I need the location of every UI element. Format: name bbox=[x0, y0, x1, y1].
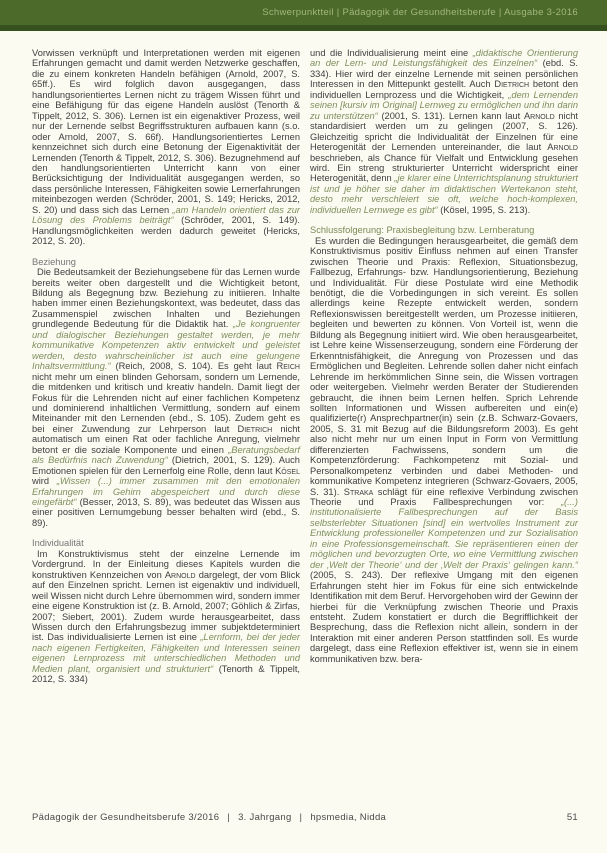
body-text: (Tenorth & Tippelt, 2012, S. 334) bbox=[32, 663, 301, 685]
page-footer bbox=[32, 812, 578, 823]
body-text: (Kösel, 1995, S. 213). bbox=[437, 204, 531, 215]
body-text: (2001, S. 131). Lernen kann laut bbox=[377, 110, 524, 121]
section-heading: Individualität bbox=[32, 538, 84, 549]
body-text: betont den individuellen Lernprozess und die Wichtigkeit, bbox=[310, 79, 579, 100]
body-text: dargelegt, der vom Blick auf den Einzelnen spricht. Lernen ist eigenaktiv und individuell, weil Wissen nicht durch Lehre übernommen wird, sondern immer eine eigene Konstruktion ist (z. B. Arnold, 2007; Göhlich & Zirfas, 2007; Siebert, 2001). Zudem wurde herausgearbeitet, dass Wissen durch den Erfahrungsbezug immer subjektdeterminiert ist. Das individualisierte Lernen ist eine bbox=[32, 569, 300, 643]
footer-separator: | bbox=[227, 812, 231, 823]
quoted-text: „Beratungsbedarf als Bedürfnis nach Zuwendung“ bbox=[32, 444, 300, 466]
quoted-text: „Wissen (...) immer zusammen mit den emotionalen Erfahrungen im Gehirn abgespeichert und durch diese eingefärbt“ bbox=[32, 476, 300, 508]
body-text: (2005, S. 243). Der reflexive Umgang mit den eigenen Erfahrungen steht hier im Fokus für eine sich entwickelnde Identifikation mit dem Beruf. Hervorgehoben wird der Gewinn der hierbei für die Verknüpfung zwischen Theorie und Praxis entsteht. Zudem konstatiert er durch die Begrifflichkeit der Besprechung, dass die Reflexion nicht allein, sondern in der Interaktion mit einer anderen Person stattfinden soll. Es wurde dargelegt, dass eine Reflexion effektiver ist, wenn sie in einem kommunikativen bzw. bera- bbox=[310, 570, 578, 664]
footer-separator: | bbox=[299, 812, 303, 823]
page-header-bar bbox=[0, 0, 607, 31]
footer-text: hpsmedia, Nidda bbox=[310, 812, 387, 823]
quoted-text: „(...) institutionalisierte Fallbesprechungen auf der Basis selbsterlebter Situationen [sind] ein wertvolles Instrument zur Entwicklung professioneller Kompetenzen und zur Sozialisation in eine Professionsgemeinschaft. Sie repräsentieren einen der möglichen und bevorzugten Orte, wo eine Vermittlung zwischen der ‚Welt der Theorie‘ und der ‚Welt der Praxis‘ gelingen kann.“ bbox=[310, 497, 578, 570]
quoted-text: „je klarer eine Unterrichtsplanung strukturiert ist und je höher sie daher im didaktischen Wertekanon steht, desto mehr verschleiert sie oft, welche hoch-komplexen, individuellen Lernwege es gibt“ bbox=[310, 173, 578, 215]
body-paragraph bbox=[32, 549, 300, 685]
footer-info bbox=[32, 812, 386, 823]
body-text: Es wurden die Bedingungen herausgearbeitet, die gemäß dem Konstruktivismus positiv Einfluss nehmen auf einen Transfer zwischen Theorie und Praxis: Reflexion, Situationsbezug, Fallbezug, Erfahrungs- bzw. Handlungsorientierung, Beziehung und Individualität. Für diese Postulate wird eine Methodik benötigt, die die Vorbedingungen in sich vereint. Es sollen allerdings keine Rezepte entwickelt werden, sondern Reflexionswissen bereitgestellt werden, um Prozesse initiieren, begleiten und bewerten zu können. Von Vorteil ist, wenn die Bildung als Begegnung initiiert wird. Wie oben herausgearbeitet, ist Lehre keine Wissenserzeugung, sondern eine Förderung der Erkenntnisfähigkeit, die Anregung von Prozessen und das Ermöglichen und Begleiten. Lehrende sollen daher nicht einfach Lehrende im herkömmlichen Sinne sein, die Wissen vortragen oder weitergeben. Vielmehr werden Berater der Studierenden gebraucht, die ihnen beim Lernen helfen. Sprich Lehrende sollten Informationen und Wissen aufbereiten und ein(e) qualifizierte(r) Ansprechpartner(in) sein (z.B. Schwarz-Govaers, 2005, S. 31 mit Bezug auf die Bildungsreform 2003). Es geht also nicht mehr nur um einen Input in Form von Vermittlung differenzierten Fachwissens, sondern um die Kompetenzförderung: Fachkompetenz mit Sozial- und Personalkompetenz verbinden und dabei Methoden- und kommunikative Kompetenz integrieren (Schwarz-Govaers, 2005, S. 31). bbox=[310, 235, 578, 497]
section-heading: Schlussfolgerung: Praxisbegleitung bzw. Lernberatung bbox=[310, 225, 535, 236]
body-text: und die Individualisierung meint eine bbox=[310, 48, 473, 58]
body-text: (Schröder, 2001, S. 149). Handlungsmöglichkeiten werden dadurch geweitet (Hericks, 2012, S. 20). bbox=[32, 215, 300, 247]
left-column bbox=[32, 48, 300, 685]
author-name: Kösel bbox=[275, 465, 300, 476]
body-text: schlägt für eine reflexive Verbindung zwischen Theorie und Praxis Fallbesprechungen vor: bbox=[310, 486, 578, 508]
section-heading: Beziehung bbox=[32, 256, 76, 267]
author-name: Straka bbox=[343, 486, 374, 497]
author-name: Reich bbox=[276, 361, 300, 372]
quoted-text: „Je kongruenter und dialogischer Beziehungen gestaltet werden, je mehr kommunikative Kompetenzen aktiv entwickelt und geleistet werden, desto wahrscheinlicher ist auch eine gelungene Inhaltsvermittlung.“ bbox=[32, 319, 300, 372]
body-text: (Dietrich, 2001, S. 129). Auch Emotionen spielen für den Lernerfolg eine Rolle, denn laut bbox=[32, 455, 300, 476]
body-text: Vorwissen verknüpft und Interpretationen werden mit eigenen Erfahrungen gemacht und damit werden Netzwerke geschaffen, die zu einem konkreten Handeln befähigen (Arnold, 2007, S. 65ff.). Es wird folglich davon ausgegangen, dass handlungsorientiertes Lernen nicht zu trägem Wissen führt und eine Befähigung für das eigene Handeln auslöst (Tenorth & Tippelt, 2012, S. 306). Lernen ist ein eigenaktiver Prozess, weil nur der Lernende selbst Begriffsstrukturen aufbauen kann (s.o. oder Arnold, 2007, S. 66f). Handlungsorientiertes Lernen kennzeichnet sich durch eine Betonung der Eigenaktivität der Lernenden (Tenorth & Tippelt, 2012, S. 306). Bezugnehmend auf den handlungsorientierten Unterricht kann von einer Berücksichtigung der Individualität ausgegangen werden, so dass persönliche Interessen, Fähigkeiten sowie Lernerfahrungen miteinbezogen werden (Schröder, 2001, S. 149; Hericks, 2012, S. 20) und dass sich das Lernen bbox=[32, 48, 300, 215]
body-text: wird bbox=[32, 476, 57, 487]
body-text: (Besser, 2013, S. 89), was bedeutet das Wissen aus einer positiven Lernumgebung besser behalten wird (ebd., S. 89). bbox=[32, 497, 300, 528]
body-text: Die Bedeutsamkeit der Beziehungsebene für das Lernen wurde bereits weiter oben dargestellt und die Wichtigkeit betont, Bildung als Begegnung bzw. Beziehung zu initiieren. Inhalte haben immer einen Beziehungskontext, was bedeutet, dass das Zusammenspiel zwischen Inhalten und Beziehungen grundlegende Bedeutung für die Didaktik hat. bbox=[32, 267, 300, 330]
quoted-text: „am Handeln orientiert das zur Lösung des Problems beiträgt“ bbox=[32, 204, 300, 226]
author-name: Arnold bbox=[523, 110, 555, 121]
author-name: Dietrich bbox=[494, 79, 530, 90]
right-column bbox=[310, 48, 578, 685]
body-paragraph bbox=[32, 267, 300, 528]
body-paragraph bbox=[310, 48, 578, 215]
body-text: (ebd. S. 334). Hier wird der einzelne Lernende mit seinen persönlichen Interessen in den Mittepunkt gestellt. Auch bbox=[310, 58, 579, 90]
footer-text: Pädagogik der Gesundheitsberufe 3/2016 bbox=[32, 812, 220, 823]
body-text: Im Konstruktivismus steht der einzelne Lernende im Vordergrund. In der Einleitung dieses Kapitels wurden die konstruktiven Kennzeichen von bbox=[32, 548, 300, 580]
article-body bbox=[0, 31, 607, 685]
author-name: Arnold bbox=[164, 569, 196, 580]
quoted-text: „dem Lernenden seinen [kursiv im Original] Lernweg zu ermöglichen und ihn darin zu unterstützen“ bbox=[310, 89, 578, 121]
quoted-text: „Lernform, bei der jeder nach eigenen Fertigkeiten, Fähigkeiten und Interessen seinen eigenen Lernprozess mit unterschiedlichen Methoden und Medien plant, organisiert und strukturiert“ bbox=[32, 632, 300, 674]
body-text: beschrieben, als Chance für Vielfalt und Entwicklung gesehen wird. Ein streng strukturierter Unterricht widerspricht einer Heterogenität, denn bbox=[310, 152, 578, 184]
page-number: 51 bbox=[566, 812, 578, 823]
footer-text: 3. Jahrgang bbox=[238, 812, 292, 823]
body-paragraph bbox=[32, 48, 300, 247]
author-name: Arnold bbox=[547, 142, 578, 153]
body-text: nicht standardisiert werden um zu gelingen (2007, S. 126). Gleichzeitig spricht die Individualität der Einzelnen für eine Heterogenität der Lernenden untereinander, die laut bbox=[310, 110, 578, 153]
body-text: (Reich, 2008, S. 104). Es geht laut bbox=[110, 361, 277, 372]
header-running-title: Schwerpunktteil | Pädagogik der Gesundheitsberufe | Ausgabe 3-2016 bbox=[262, 7, 578, 18]
author-name: Dietrich bbox=[237, 423, 273, 434]
body-text: nicht automatisch um einen Rat oder fachliche Anregung, vielmehr betont er die soziale Komponente und einen bbox=[32, 423, 300, 455]
body-paragraph bbox=[310, 236, 578, 665]
quoted-text: „didaktische Orientierung an der Lern- und Leistungsfähigkeit des Einzelnen“ bbox=[310, 48, 578, 69]
body-text: nicht mehr um einen blinden Gehorsam, sondern um Lernende, die mitdenken und kritisch und kreativ handeln. Damit liegt der Fokus für die Lehrenden nicht auf einer fachlichen Kompetenz und dominierend inhaltlichen Vermittlung, sondern auf einem Miteinander mit den Lernenden (ebd., S. 105). Zudem geht es bei einer Zuwendung zur Lehrperson laut bbox=[32, 371, 300, 434]
